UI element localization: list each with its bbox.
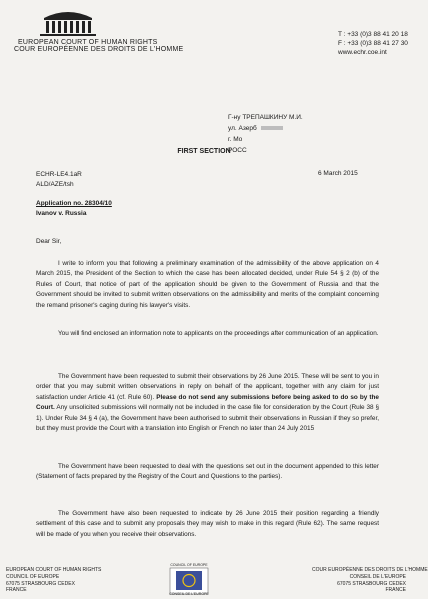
paragraph-2: You will find enclosed an information note to applicants on the proceedings after communication of an application. xyxy=(58,330,379,337)
application-number: Application no. 28304/10 xyxy=(36,200,112,207)
paragraph-3: The Government have been requested to submit their observations by 26 June 2015. These will be sent to you in order that you may submit written observations in reply on behalf of the applicant, together with any claim for just satisfaction under Article 41 (cf. Rule 60). Please do not send any submissions before being asked to do so by the Court. Any unsolicited submissions will normally not be included in the case file for consideration by the Court (Rule 38 § 1). Under Rule 34 § 4 (a), the Government have been authorised to submit their observations in Russian if they so prefer, but they must provide the Court with a translation into English or French no later than 24 July 2015 xyxy=(36,373,379,433)
letter-date: 6 March 2015 xyxy=(318,170,358,177)
contact-block xyxy=(338,30,408,57)
reference-block xyxy=(36,170,82,190)
fax-number: F : +33 (0)3 88 41 27 30 xyxy=(338,40,408,47)
paragraph-4: The Government have been requested to deal with the questions set out in the document appended to this letter (Statement of facts prepared by the Registry of the Court and Questions to the parties). xyxy=(36,463,379,481)
court-building-logo xyxy=(36,8,100,38)
application-block xyxy=(36,199,112,219)
coe-label-top: COUNCIL OF EUROPE xyxy=(170,563,208,567)
website: www.echr.coe.int xyxy=(338,49,387,56)
bold-instruction: Please do not send any submissions before being asked to do so by the Court. xyxy=(36,393,379,412)
addressee-street: ул. Азерб xyxy=(228,123,303,134)
court-name-en: EUROPEAN COURT OF HUMAN RIGHTS xyxy=(18,39,158,46)
court-name-fr: COUR EUROPÉENNE DES DROITS DE L'HOMME xyxy=(14,46,184,53)
addressee-city: г. Мо xyxy=(228,136,243,143)
case-name: Ivanov v. Russia xyxy=(36,210,87,217)
paragraph-1: I write to inform you that following a preliminary examination of the admissibility of the above application on 4 March 2015, the President of the Section to which the case has been allocated decided, under Rule 54 § 2 (b) of the Rules of Court, that notice of part of the application should be given to the Government of Russia and that the Government should be invited to submit written observations on the admissibility and merits of the complaint concerning the remand prisoner's caging during his lawyer's visits. xyxy=(36,260,379,309)
salutation: Dear Sir, xyxy=(36,238,62,245)
reference-code: ECHR-LE4.1aR xyxy=(36,171,82,178)
footer-left: EUROPEAN COURT OF HUMAN RIGHTS COUNCIL OF EUROPE 67075 STRASBOURG CEDEX FRANCE xyxy=(6,567,102,594)
addressee-name: Г-ну ТРЕПАШКИНУ М.И. xyxy=(228,114,303,121)
addressee-country: РОСС xyxy=(228,147,247,154)
section-title: FIRST SECTION xyxy=(177,148,231,155)
phone-number: T : +33 (0)3 88 41 20 18 xyxy=(338,31,408,38)
coe-label-bottom: CONSEIL DE L'EUROPE xyxy=(169,592,209,596)
paragraph-5: The Government have also been requested to indicate by 26 June 2015 their position regarding a friendly settlement of this case and to submit any proposals they may wish to make in this regard (Rule 62). The same request will be made of you when you receive their observations. xyxy=(36,510,379,538)
reference-initials: ALD/AZE/tsh xyxy=(36,181,74,188)
redaction-mark xyxy=(261,126,283,130)
footer-right: COUR EUROPÉENNE DES DROITS DE L'HOMME CONSEIL DE L'EUROPE 67075 STRASBOURG CEDEX FRANCE xyxy=(312,567,428,594)
